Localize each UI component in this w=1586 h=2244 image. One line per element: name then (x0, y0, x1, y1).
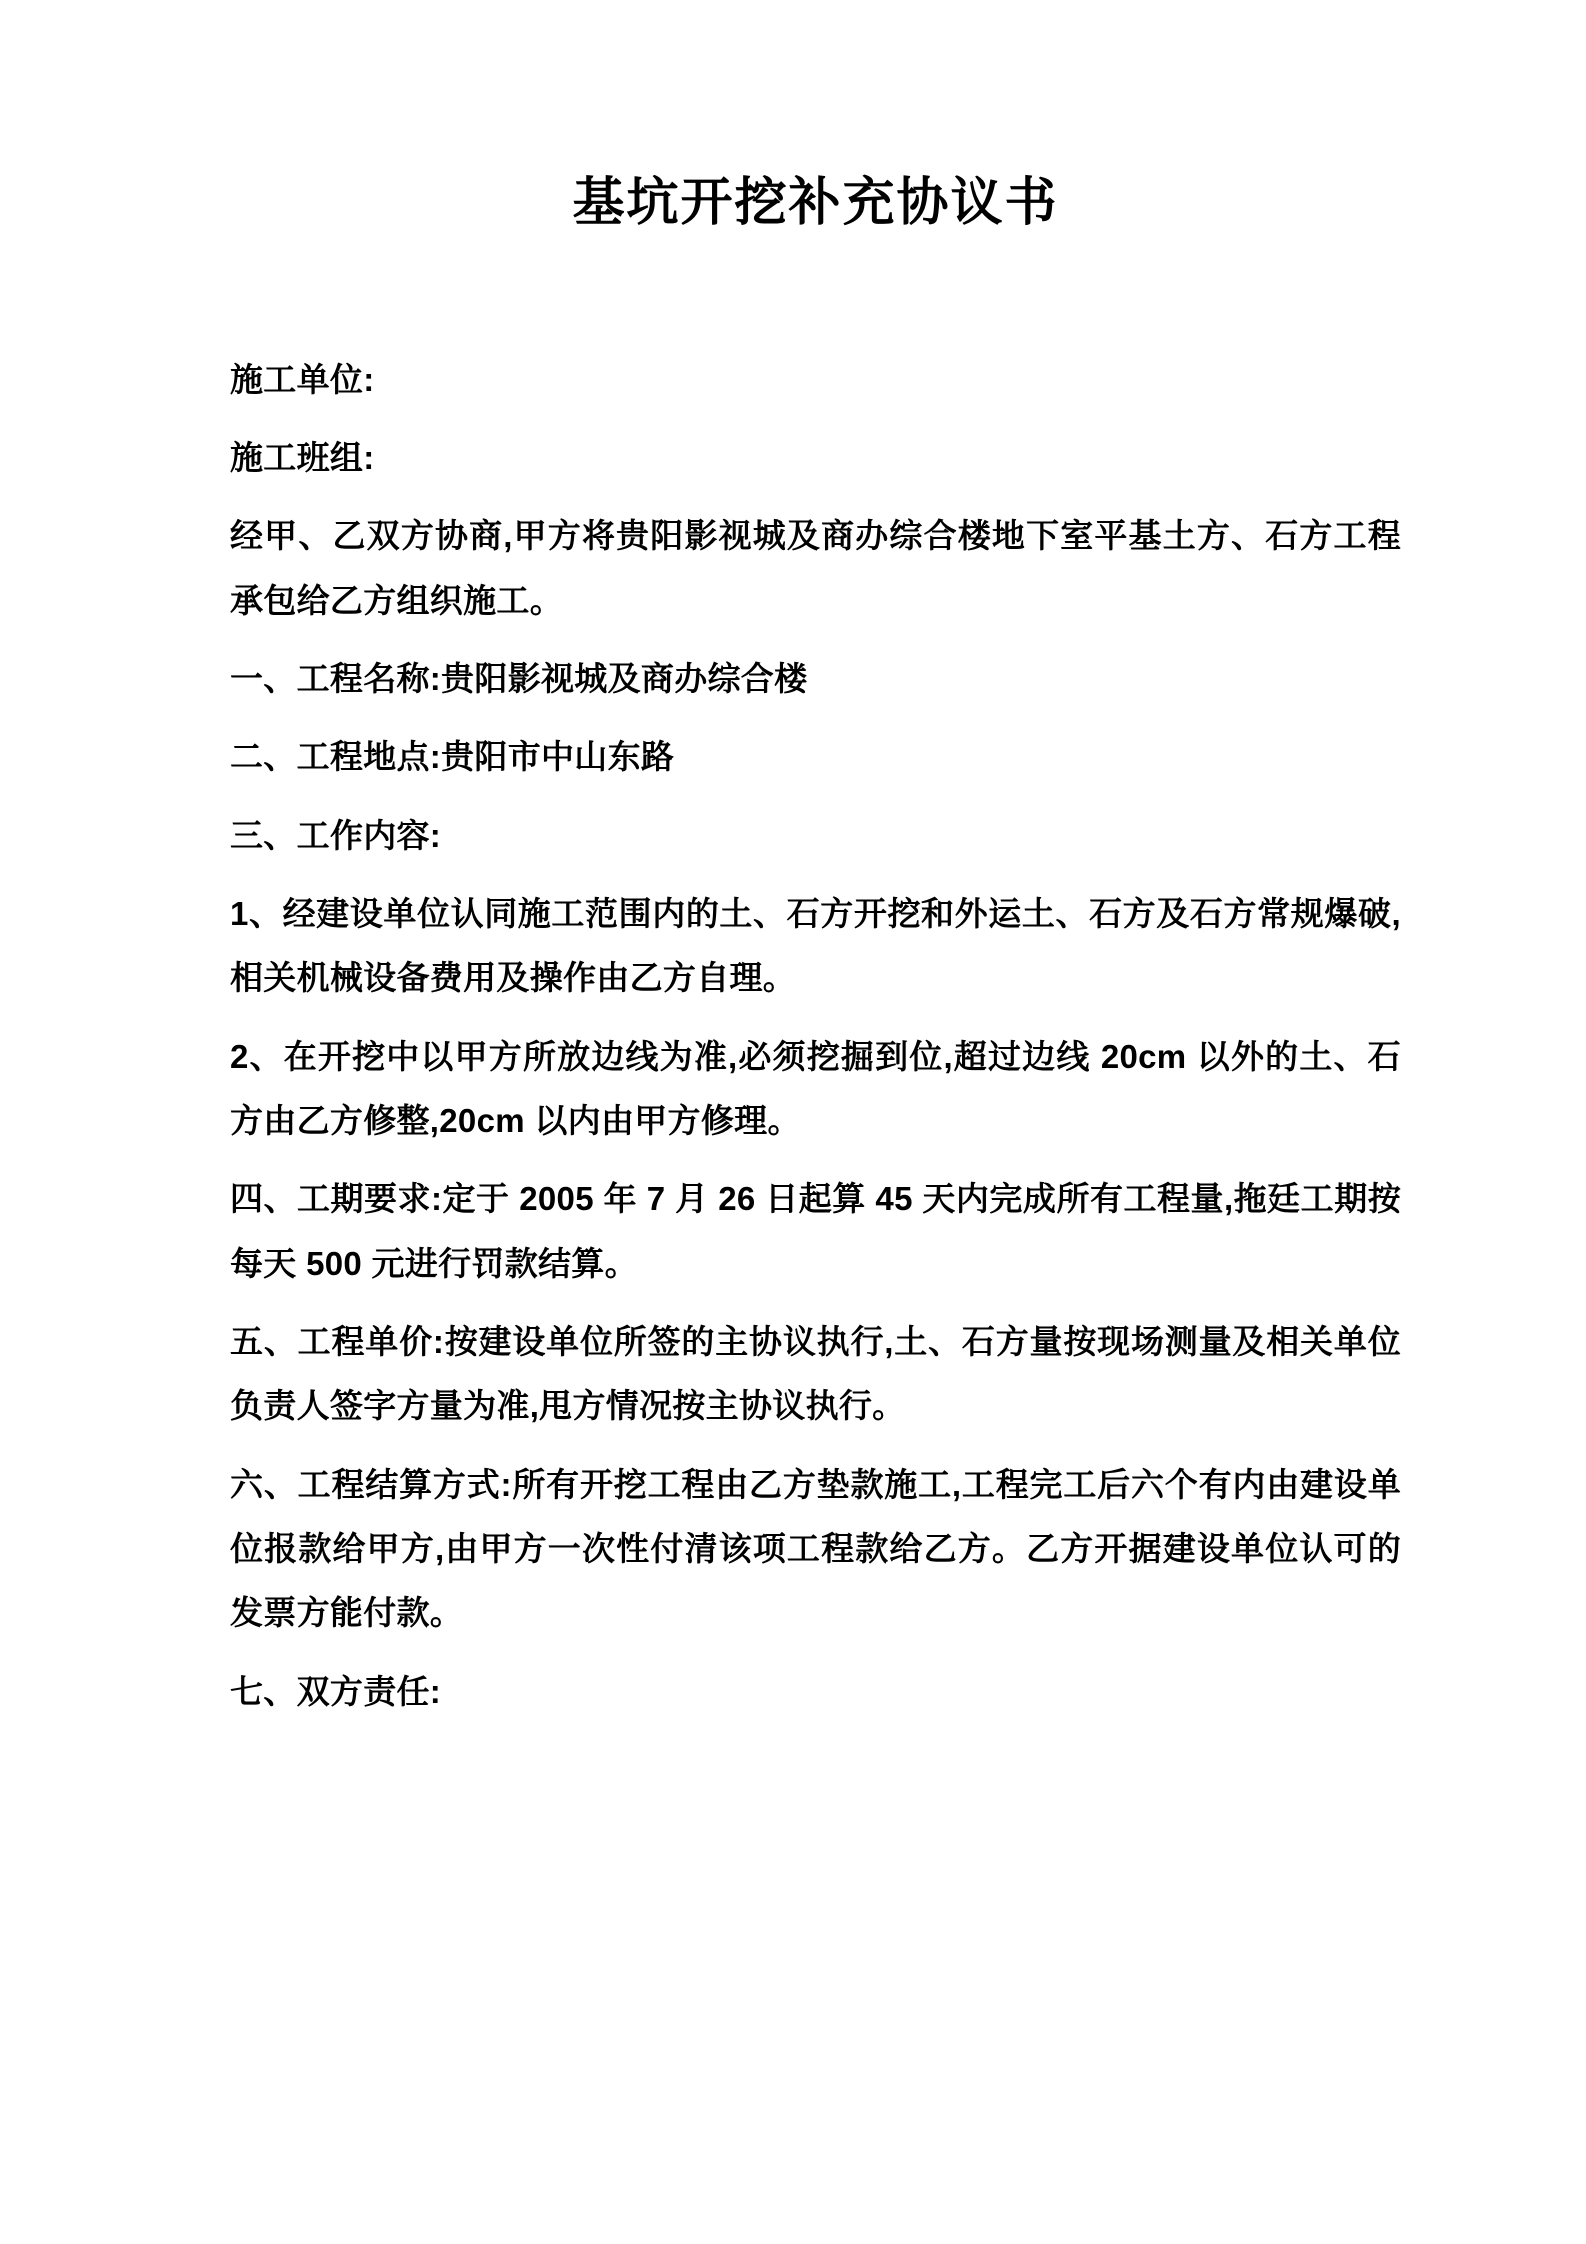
paragraph-work-content-heading: 三、工作内容: (230, 816, 442, 854)
paragraph-construction-team: 施工班组: (230, 438, 375, 476)
document-body (230, 348, 1401, 1725)
paragraph-construction-unit: 施工单位: (230, 360, 375, 398)
paragraph-unit-price: 五、工程单价:按建设单位所签的主协议执行,土、石方量按现场测量及相关单位负责人签字方量为准,甩方情况按主协议执行。 (230, 1323, 1401, 1425)
paragraph-settlement-method: 六、工程结算方式:所有开挖工程由乙方垫款施工,工程完工后六个有内由建设单位报款给甲方,由甲方一次性付清该项工程款给乙方。乙方开据建设单位认可的发票方能付款。 (230, 1465, 1401, 1632)
paragraph-mutual-responsibility-heading: 七、双方责任: (230, 1672, 442, 1710)
paragraph-schedule-requirement: 四、工期要求:定于 2005 年 7 月 26 日起算 45 天内完成所有工程量,拖廷工期按每天 500 元进行罚款结算。 (230, 1180, 1401, 1282)
paragraph-project-name: 一、工程名称:贵阳影视城及商办综合楼 (230, 659, 808, 697)
paragraph-work-content-item-1: 1、经建设单位认同施工范围内的土、石方开挖和外运土、石方及石方常规爆破,相关机械设备费用及操作由乙方自理。 (230, 895, 1401, 997)
paragraph-work-content-item-2: 2、在开挖中以甲方所放边线为准,必须挖掘到位,超过边线 20cm 以外的土、石方由乙方修整,20cm 以内由甲方修理。 (230, 1037, 1401, 1140)
paragraph-agreement-intro: 经甲、乙双方协商,甲方将贵阳影视城及商办综合楼地下室平基土方、石方工程承包给乙方组织施工。 (230, 517, 1401, 619)
page-title: 基坑开挖补充协议书 (572, 174, 1059, 232)
paragraph-project-location: 二、工程地点:贵阳市中山东路 (230, 738, 675, 776)
